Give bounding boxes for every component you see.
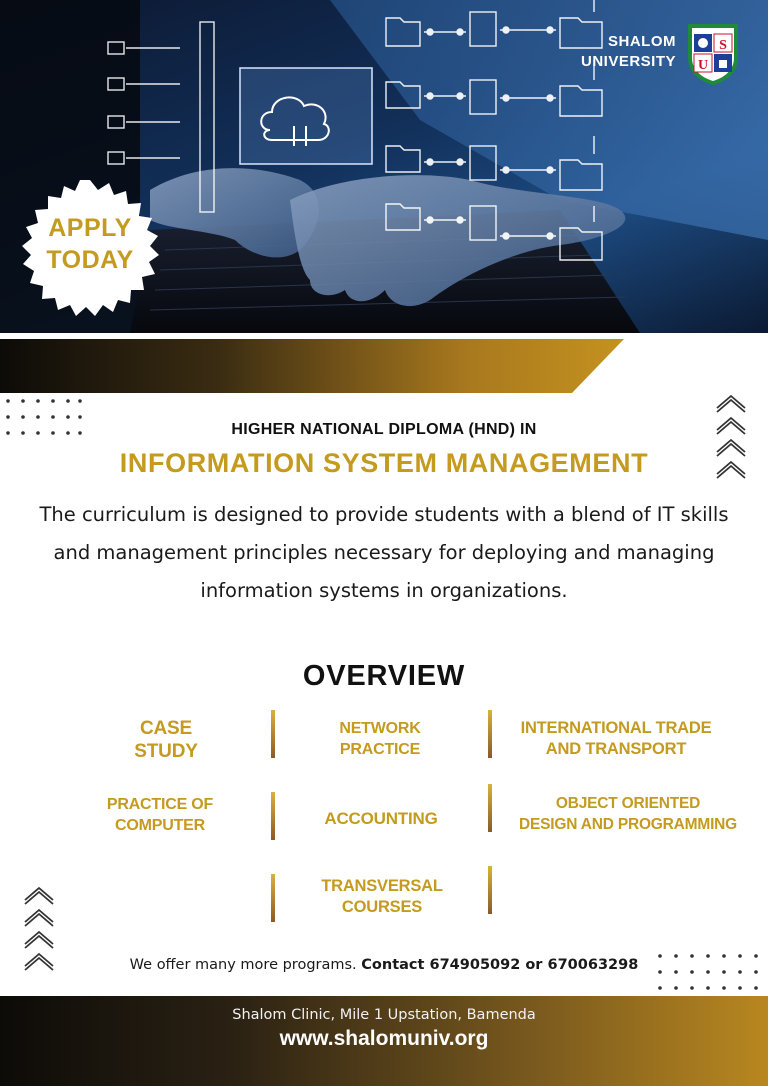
contact-line [0,957,768,973]
contact-lead: We offer many more programs. [129,957,357,973]
footer-address: Shalom Clinic, Mile 1 Upstation, Bamenda [232,1007,536,1023]
course-transversal [300,876,464,918]
apply-today-text [18,212,162,276]
program-title: INFORMATION SYSTEM MANAGEMENT [119,448,649,478]
course-case-study [96,717,236,763]
course-object-oriented [500,793,756,835]
footer-website-link[interactable]: www.shalomuniv.org [279,1027,489,1050]
course-line: PRACTICE OF [106,796,214,813]
badge-line-2: TODAY [46,246,134,274]
divider-bar [271,710,275,758]
brand-line-2: UNIVERSITY [580,53,676,70]
divider-bar [271,874,275,922]
course-accounting [296,808,466,829]
course-line: DESIGN AND PROGRAMMING [518,816,738,833]
overview-heading: OVERVIEW [302,660,466,692]
course-line: NETWORK [339,720,421,737]
course-line: PRACTICE [339,741,421,758]
course-line: COMPUTER [115,817,205,834]
svg-text:U: U [697,58,709,73]
course-international-trade [496,718,736,760]
contact-phone[interactable]: Contact 674905092 or 670063298 [361,957,639,973]
course-line: ACCOUNTING [324,809,438,828]
course-line: OBJECT ORIENTED [555,795,701,812]
university-crest-logo [684,20,742,86]
university-name [581,32,676,72]
divider-bar [488,866,492,914]
course-line: AND TRANSPORT [545,740,687,758]
divider-bar [271,792,275,840]
hero-image [0,0,768,333]
course-line: STUDY [134,741,198,762]
divider-bar [488,784,492,832]
course-line: TRANSVERSAL [321,877,443,895]
course-line: INTERNATIONAL TRADE [520,719,712,737]
program-subheading: HIGHER NATIONAL DIPLOMA (HND) IN [231,421,537,438]
course-network-practice [300,718,460,760]
course-line: CASE [140,718,192,739]
course-practice-of-computer [80,794,240,836]
program-description: The curriculum is designed to provide students with a blend of IT skills and management principles necessary for deploying and managing information systems in organizations. [39,503,729,602]
svg-text:S: S [719,38,727,53]
badge-line-1: APPLY [48,214,132,242]
brand-line-1: SHALOM [608,33,676,50]
course-line: COURSES [341,898,423,916]
divider-bar [488,710,492,758]
gold-banner-stripe [0,339,768,393]
